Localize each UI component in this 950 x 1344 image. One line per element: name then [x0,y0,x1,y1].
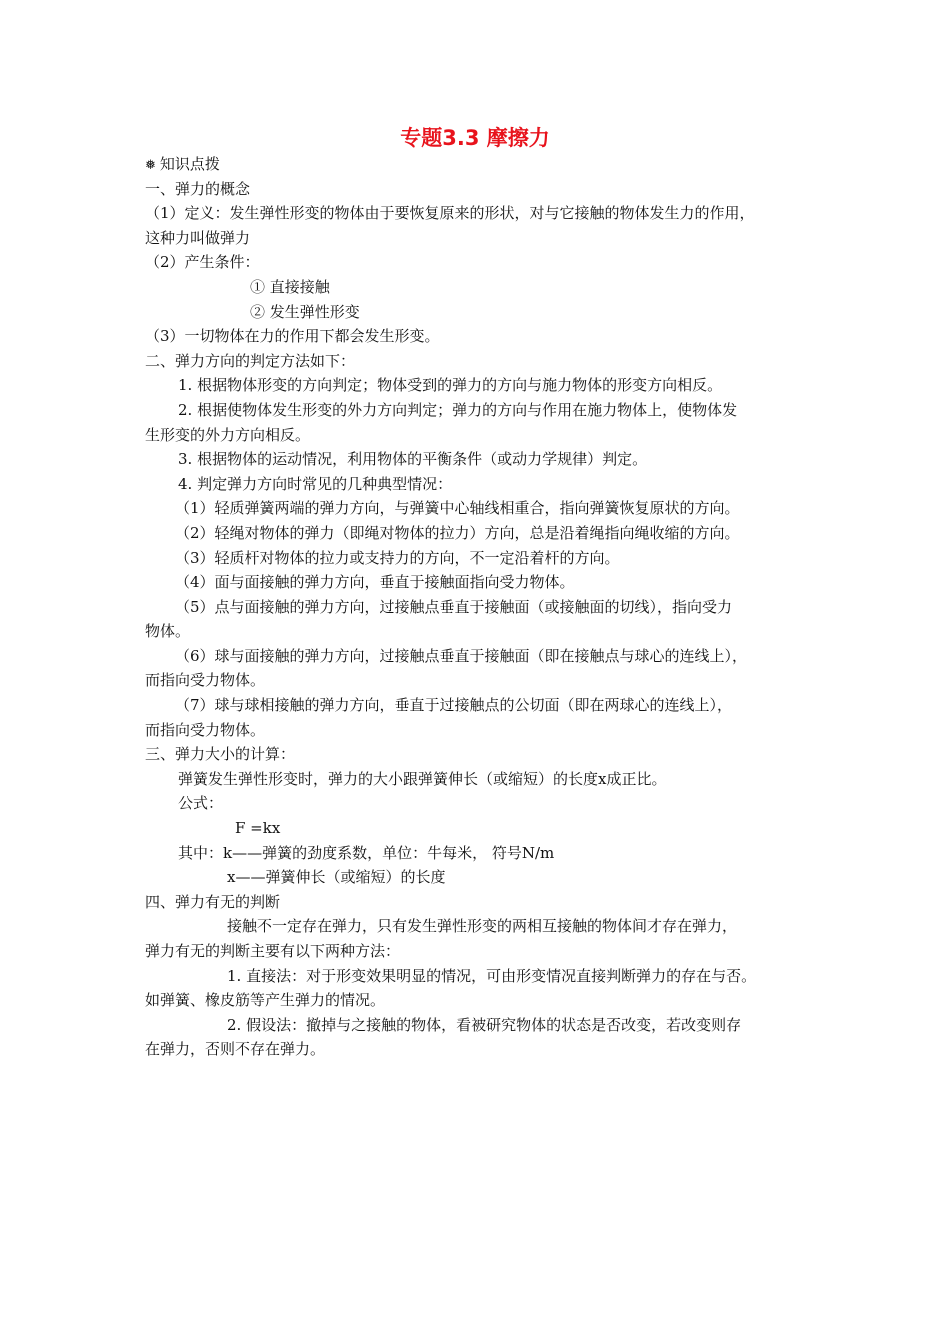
paragraph: 弹簧发生弹性形变时，弹力的大小跟弹簧伸长（或缩短）的长度x成正比。 [178,769,667,788]
list-item: 1. 根据物体形变的方向判定；物体受到的弹力的方向与施力物体的形变方向相反。 [178,376,723,395]
list-item: （1）轻质弹簧两端的弹力方向，与弹簧中心轴线相重合，指向弹簧恢复原状的方向。 [175,499,740,518]
heading-4: 四、弹力有无的判断 [145,892,281,911]
paragraph: 这种力叫做弹力 [145,228,251,247]
paragraph: 如弹簧、橡皮筋等产生弹力的情况。 [145,991,386,1010]
list-item: （4）面与面接触的弹力方向，垂直于接触面指向受力物体。 [175,573,575,592]
document-body [145,152,813,1062]
list-item: （5）点与面接触的弹力方向，过接触点垂直于接触面（或接触面的切线），指向受力 [175,597,733,616]
paragraph: 公式： [178,794,224,813]
heading-2: 二、弹力方向的判定方法如下： [145,351,356,370]
paragraph: （3）一切物体在力的作用下都会发生形变。 [145,327,440,346]
section-knowledge: ❅ 知识点拨 [145,155,220,173]
list-item: （3）轻质杆对物体的拉力或支持力的方向，不一定沿着杆的方向。 [175,548,620,567]
paragraph: x——弹簧伸长（或缩短）的长度 [227,868,446,887]
document-title: 专题3.3 摩擦力 [400,126,550,150]
formula: F =kx [235,819,281,838]
list-item: 2. 根据使物体发生形变的外力方向判定；弹力的方向与作用在施力物体上，使物体发 [178,400,738,419]
paragraph: 其中：k——弹簧的劲度系数，单位：牛每米， 符号N/m [178,843,555,862]
paragraph: 物体。 [145,622,191,641]
list-item: 3. 根据物体的运动情况，利用物体的平衡条件（或动力学规律）判定。 [178,450,648,469]
list-item: ② 发生弹性形变 [250,302,360,321]
snowflake-icon: ❅ [145,158,156,173]
list-item: （6）球与面接触的弹力方向，过接触点垂直于接触面（即在接触点与球心的连线上）， [175,646,748,665]
heading-3: 三、弹力大小的计算： [145,745,296,764]
paragraph: 而指向受力物体。 [145,671,266,690]
list-item: （7）球与球相接触的弹力方向，垂直于过接触点的公切面（即在两球心的连线上）， [175,696,733,715]
list-item: （2）轻绳对物体的弹力（即绳对物体的拉力）方向，总是沿着绳指向绳收缩的方向。 [175,523,740,542]
paragraph: 在弹力，否则不存在弹力。 [145,1040,326,1059]
list-item: 4. 判定弹力方向时常见的几种典型情况： [178,474,453,493]
heading-1: 一、弹力的概念 [145,179,251,198]
paragraph: 弹力有无的判断主要有以下两种方法： [145,942,401,960]
paragraph: （1）定义：发生弹性形变的物体由于要恢复原来的形状，对与它接触的物体发生力的作用， [145,204,755,223]
paragraph: （2）产生条件： [145,253,260,272]
paragraph: 接触不一定存在弹力，只有发生弹性形变的两相互接触的物体间才存在弹力， [227,917,738,936]
paragraph: 生形变的外力方向相反。 [145,425,311,444]
list-item: 1. 直接法：对于形变效果明显的情况，可由形变情况直接判断弹力的存在与否。 [227,966,757,985]
list-item: 2. 假设法：撤掉与之接触的物体，看被研究物体的状态是否改变，若改变则存 [227,1015,742,1034]
list-item: ① 直接接触 [250,277,330,296]
paragraph: 而指向受力物体。 [145,720,266,739]
